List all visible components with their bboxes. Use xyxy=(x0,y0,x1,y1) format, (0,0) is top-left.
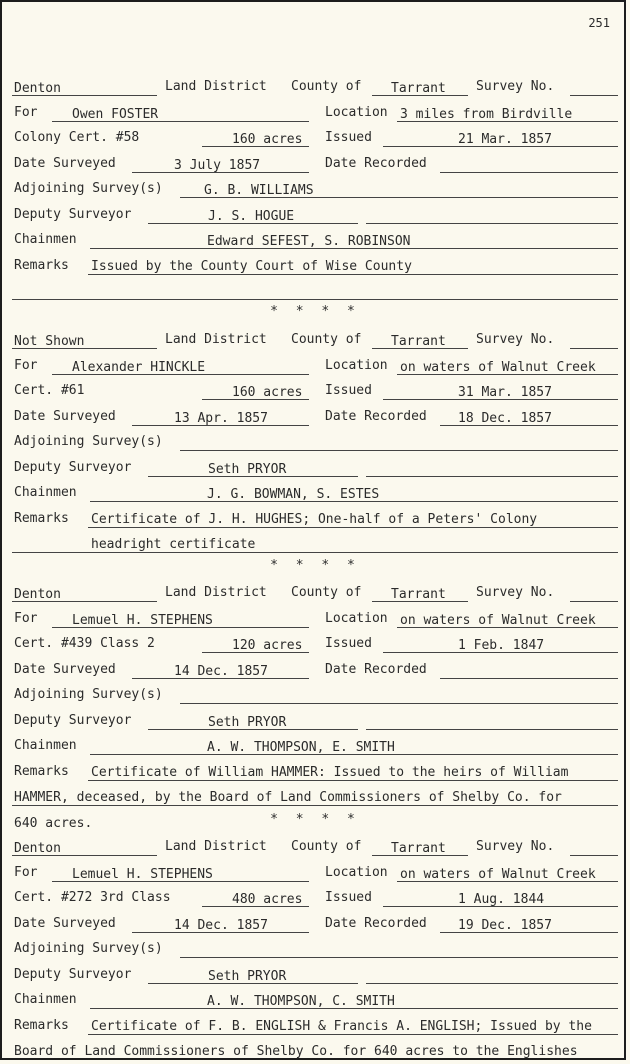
county-of-label: County of xyxy=(291,839,362,854)
date-recorded-line xyxy=(440,678,618,679)
deputy-line-right xyxy=(366,476,618,477)
location-value: on waters of Walnut Creek xyxy=(400,866,596,882)
for-value: Lemuel H. STEPHENS xyxy=(72,612,213,628)
county-value: Tarrant xyxy=(391,587,446,602)
date-surveyed-label: Date Surveyed xyxy=(14,155,116,171)
acres-value: 160 acres xyxy=(232,385,303,400)
date-recorded-label: Date Recorded xyxy=(325,408,427,424)
remarks-line-2 xyxy=(12,299,618,300)
deputy-value: Seth PRYOR xyxy=(208,461,287,477)
record-separator: * * * * xyxy=(270,812,360,827)
remarks-value-3: 640 acres. xyxy=(14,815,93,831)
location-value: on waters of Walnut Creek xyxy=(400,359,596,375)
deputy-value: J. S. HOGUE xyxy=(208,208,295,224)
deputy-label: Deputy Surveyor xyxy=(14,206,132,222)
chainmen-value: J. G. BOWMAN, S. ESTES xyxy=(207,487,380,502)
chainmen-label: Chainmen xyxy=(14,485,77,500)
survey-record xyxy=(2,79,626,319)
survey-record xyxy=(2,839,626,1060)
deputy-line-right xyxy=(366,983,618,984)
county-value: Tarrant xyxy=(391,841,446,856)
chainmen-value: A. W. THOMPSON, C. SMITH xyxy=(207,994,395,1009)
survey-no-line xyxy=(570,95,618,96)
date-recorded-label: Date Recorded xyxy=(325,661,427,677)
remarks-value-2: Board of Land Commissioners of Shelby Co. for 640 acres to the Englishes xyxy=(14,1044,578,1059)
for-value: Lemuel H. STEPHENS xyxy=(72,866,213,882)
county-of-label: County of xyxy=(291,332,362,347)
location-value: on waters of Walnut Creek xyxy=(400,612,596,628)
county-of-label: County of xyxy=(291,585,362,600)
remarks-value-1: Certificate of J. H. HUGHES; One-half of a Peters' Colony xyxy=(91,511,538,527)
acres-value: 160 acres xyxy=(232,132,303,147)
county-value: Tarrant xyxy=(391,81,446,96)
for-label: For xyxy=(14,864,38,880)
issued-value: 1 Aug. 1844 xyxy=(458,892,545,907)
certificate-label: Cert. #272 3rd Class xyxy=(14,890,171,905)
date-surveyed-label: Date Surveyed xyxy=(14,661,116,677)
deputy-label: Deputy Surveyor xyxy=(14,712,132,728)
chainmen-value: A. W. THOMPSON, E. SMITH xyxy=(207,740,395,755)
survey-no-label: Survey No. xyxy=(476,839,555,854)
remarks-value-2: HAMMER, deceased, by the Board of Land Commissioners of Shelby Co. for xyxy=(14,790,562,805)
survey-no-label: Survey No. xyxy=(476,332,555,347)
for-label: For xyxy=(14,357,38,373)
date-surveyed-value: 14 Dec. 1857 xyxy=(174,663,268,679)
deputy-label: Deputy Surveyor xyxy=(14,459,132,475)
land-district-label: Land District xyxy=(165,79,267,94)
issued-label: Issued xyxy=(325,636,372,651)
deputy-value: Seth PRYOR xyxy=(208,968,287,984)
certificate-label: Cert. #439 Class 2 xyxy=(14,636,155,651)
date-recorded-value: 19 Dec. 1857 xyxy=(458,917,552,933)
remarks-value-1: Issued by the County Court of Wise County xyxy=(91,258,412,274)
for-label: For xyxy=(14,104,38,120)
date-recorded-value: 18 Dec. 1857 xyxy=(458,410,552,426)
issued-label: Issued xyxy=(325,383,372,398)
district-value: Denton xyxy=(14,587,61,602)
adjoining-line xyxy=(180,703,618,704)
remarks-label: Remarks xyxy=(14,510,69,526)
deputy-line-right xyxy=(366,729,618,730)
remarks-label: Remarks xyxy=(14,257,69,273)
date-recorded-line xyxy=(440,172,618,173)
survey-no-label: Survey No. xyxy=(476,79,555,94)
location-label: Location xyxy=(325,357,388,373)
remarks-label: Remarks xyxy=(14,1017,69,1033)
issued-label: Issued xyxy=(325,890,372,905)
issued-value: 1 Feb. 1847 xyxy=(458,638,545,653)
county-value: Tarrant xyxy=(391,334,446,349)
date-surveyed-label: Date Surveyed xyxy=(14,408,116,424)
survey-no-label: Survey No. xyxy=(476,585,555,600)
adjoining-label: Adjoining Survey(s) xyxy=(14,434,163,449)
page-number: 251 xyxy=(588,16,610,30)
remarks-line-2 xyxy=(12,1059,618,1060)
issued-value: 21 Mar. 1857 xyxy=(458,132,552,147)
for-value: Alexander HINCKLE xyxy=(72,359,206,375)
for-label: For xyxy=(14,610,38,626)
acres-value: 480 acres xyxy=(232,892,303,907)
acres-value: 120 acres xyxy=(232,638,303,653)
deputy-line-right xyxy=(366,223,618,224)
location-label: Location xyxy=(325,610,388,626)
date-recorded-label: Date Recorded xyxy=(325,155,427,171)
location-value: 3 miles from Birdville xyxy=(400,106,573,122)
adjoining-value: G. B. WILLIAMS xyxy=(204,183,314,198)
record-separator: * * * * xyxy=(270,558,360,573)
date-surveyed-value: 14 Dec. 1857 xyxy=(174,917,268,933)
date-surveyed-label: Date Surveyed xyxy=(14,915,116,931)
district-value: Denton xyxy=(14,841,61,856)
district-value: Denton xyxy=(14,81,61,96)
issued-value: 31 Mar. 1857 xyxy=(458,385,552,400)
land-district-label: Land District xyxy=(165,332,267,347)
chainmen-label: Chainmen xyxy=(14,992,77,1007)
remarks-value-2: headright certificate xyxy=(91,537,256,552)
county-of-label: County of xyxy=(291,79,362,94)
deputy-label: Deputy Surveyor xyxy=(14,966,132,982)
survey-record xyxy=(2,332,626,572)
adjoining-label: Adjoining Survey(s) xyxy=(14,181,163,196)
location-label: Location xyxy=(325,864,388,880)
remarks-label: Remarks xyxy=(14,763,69,779)
remarks-value-1: Certificate of William HAMMER: Issued to the heirs of William xyxy=(91,764,569,780)
adjoining-label: Adjoining Survey(s) xyxy=(14,687,163,702)
for-value: Owen FOSTER xyxy=(72,106,159,122)
chainmen-label: Chainmen xyxy=(14,232,77,247)
adjoining-label: Adjoining Survey(s) xyxy=(14,941,163,956)
chainmen-label: Chainmen xyxy=(14,738,77,753)
survey-no-line xyxy=(570,348,618,349)
location-label: Location xyxy=(325,104,388,120)
adjoining-line xyxy=(180,957,618,958)
certificate-label: Colony Cert. #58 xyxy=(14,130,140,145)
survey-no-line xyxy=(570,855,618,856)
record-separator: * * * * xyxy=(270,304,360,319)
date-recorded-label: Date Recorded xyxy=(325,915,427,931)
survey-no-line xyxy=(570,601,618,602)
land-district-label: Land District xyxy=(165,585,267,600)
land-district-label: Land District xyxy=(165,839,267,854)
chainmen-value: Edward SEFEST, S. ROBINSON xyxy=(207,234,411,249)
date-surveyed-value: 3 July 1857 xyxy=(174,157,261,173)
adjoining-line xyxy=(180,450,618,451)
certificate-label: Cert. #61 xyxy=(14,383,85,398)
issued-label: Issued xyxy=(325,130,372,145)
deputy-value: Seth PRYOR xyxy=(208,714,287,730)
date-surveyed-value: 13 Apr. 1857 xyxy=(174,410,268,426)
district-value: Not Shown xyxy=(14,334,85,349)
survey-record xyxy=(2,585,626,831)
remarks-value-1: Certificate of F. B. ENGLISH & Francis A. ENGLISH; Issued by the xyxy=(91,1018,592,1034)
